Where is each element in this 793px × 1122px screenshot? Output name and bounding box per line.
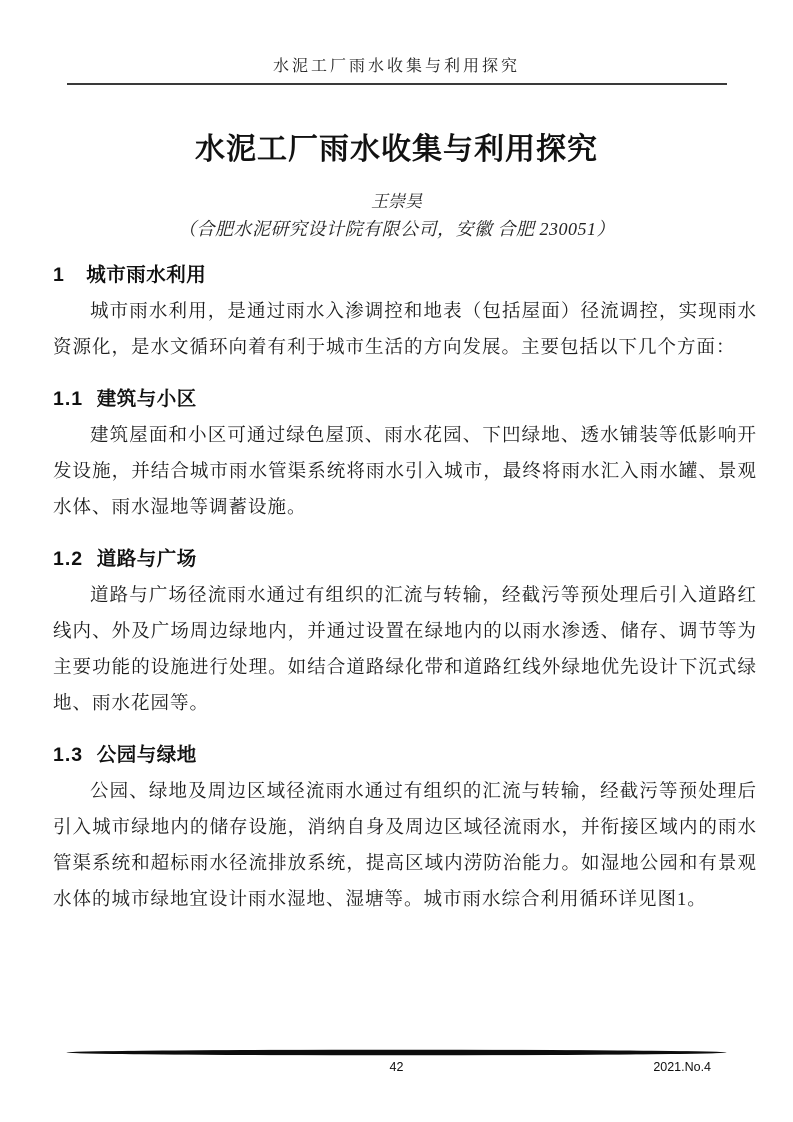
page-title: 水泥工厂雨水收集与利用探究 [195, 133, 598, 166]
footer-rule [66, 1048, 727, 1057]
section-heading-1-2 [53, 546, 757, 572]
section-paragraph: 公园、绿地及周边区域径流雨水通过有组织的汇流与转输，经截污等预处理后引入城市绿地内的储存设施，消纳自身及周边区域径流雨水，并衔接区域内的雨水管渠系统和超标雨水径流排放系统，提高区域内涝防治能力。如湿地公园和有景观水体的城市绿地宜设计雨水湿地、湿塘等。城市雨水综合利用循环详见图1。 [53, 782, 757, 910]
running-head: 水泥工厂雨水收集与利用探究 [272, 58, 520, 75]
footer-texts [66, 1058, 727, 1076]
section-title: 道路与广场 [96, 548, 197, 570]
author-name: 王崇昊 [371, 192, 422, 211]
article-body [53, 262, 757, 918]
section-paragraph: 城市雨水利用，是通过雨水入渗调控和地表（包括屋面）径流调控，实现雨水资源化，是水文循环向着有利于城市生活的方向发展。主要包括以下几个方面： [53, 302, 757, 358]
section-heading-1-1 [53, 386, 757, 412]
section-heading-1-3 [53, 742, 757, 768]
section-title: 城市雨水利用 [86, 264, 207, 286]
section-number: 1 [53, 264, 65, 286]
section-paragraph: 建筑屋面和小区可通过绿色屋顶、雨水花园、下凹绿地、透水铺装等低影响开发设施，并结合城市雨水管渠系统将雨水引入城市，最终将雨水汇入雨水罐、景观水体、雨水湿地等调蓄设施。 [53, 426, 757, 518]
author-affiliation: （合肥水泥研究设计院有限公司，安徽 合肥 230051） [178, 219, 615, 239]
header-rule [67, 83, 727, 85]
page-footer [66, 1048, 727, 1076]
section-number: 1.3 [53, 744, 84, 766]
section-number: 1.2 [53, 548, 84, 570]
section-number: 1.1 [53, 388, 84, 410]
section-title: 公园与绿地 [96, 744, 197, 766]
section-heading-1 [53, 262, 757, 288]
section-paragraph: 道路与广场径流雨水通过有组织的汇流与转输，经截污等预处理后引入道路红线内、外及广场周边绿地内，并通过设置在绿地内的以雨水渗透、储存、调节等为主要功能的设施进行处理。如结合道路绿化带和道路红线外绿地优先设计下沉式绿地、雨水花园等。 [53, 586, 757, 714]
section-title: 建筑与小区 [96, 388, 197, 410]
issue-label: 2021.No.4 [653, 1060, 711, 1074]
page-number: 42 [389, 1060, 404, 1074]
